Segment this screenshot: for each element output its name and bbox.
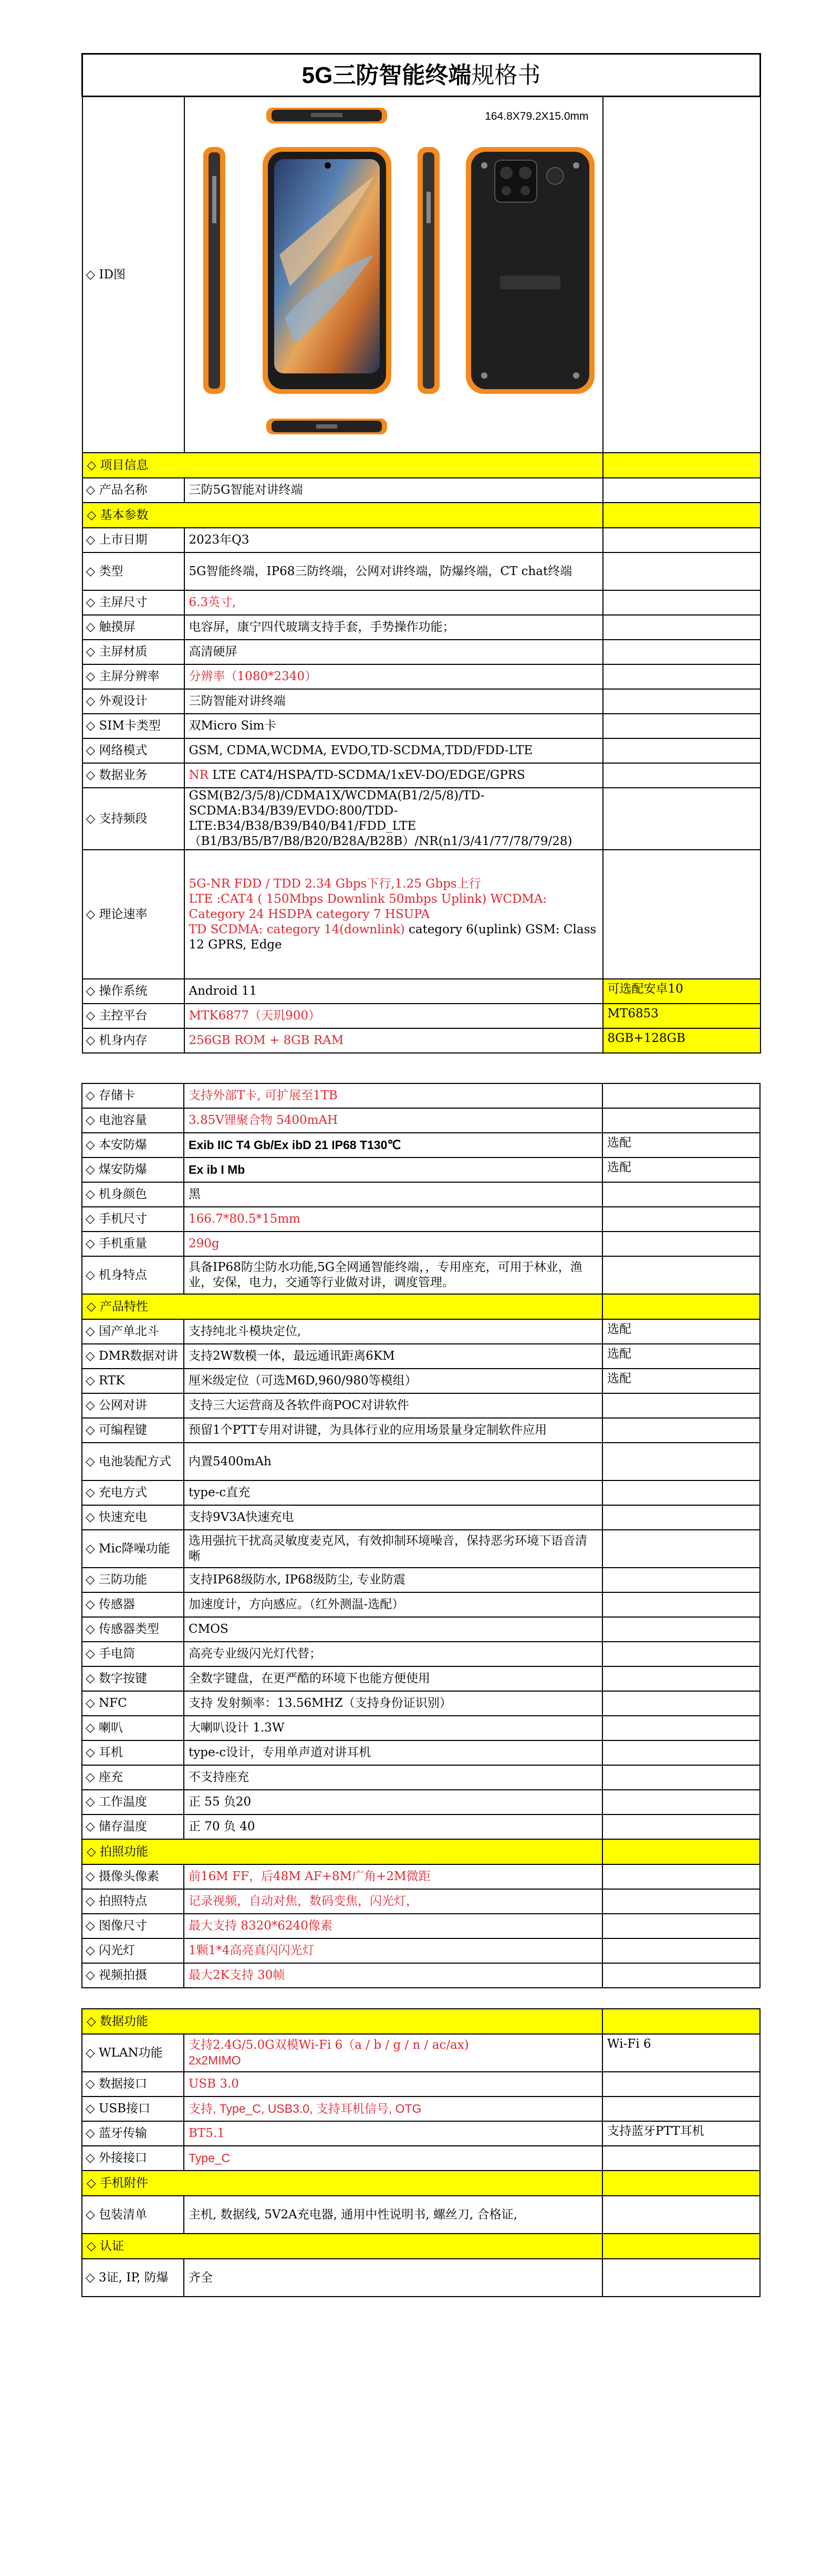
spec-note <box>603 664 761 689</box>
spec-row <box>82 1232 760 1256</box>
section-title: ◇ 基本参数 <box>82 503 603 528</box>
spec-note <box>602 1443 760 1480</box>
spec-row <box>82 1790 760 1814</box>
spec-value: CMOS <box>184 1617 602 1642</box>
spec-value: 三防智能对讲终端 <box>184 689 603 714</box>
spec-note: 选配 <box>602 1369 760 1393</box>
spec-value: 黑 <box>184 1182 602 1207</box>
spec-note <box>603 590 761 615</box>
spec-note <box>602 1914 760 1938</box>
spec-label: ◇ USB接口 <box>82 2097 184 2121</box>
spec-row <box>82 1505 760 1530</box>
spec-note <box>602 1716 760 1740</box>
spec-label: ◇ 数据接口 <box>82 2072 184 2097</box>
spec-value: 高亮专业级闪光灯代替； <box>184 1642 602 1666</box>
section-header-row <box>82 1294 760 1319</box>
spec-row <box>82 2072 760 2097</box>
spec-label: ◇ 触摸屏 <box>82 615 184 640</box>
spec-row <box>82 1914 760 1938</box>
spec-note <box>602 1765 760 1790</box>
spec-note: 可选配安卓10 <box>603 979 761 1004</box>
spec-row <box>82 615 761 640</box>
spec-row <box>82 2097 760 2121</box>
spec-row <box>82 1157 760 1182</box>
spec-row <box>82 1963 760 1988</box>
section-header-row <box>82 2171 760 2196</box>
spec-row <box>82 1889 760 1914</box>
spec-row <box>82 664 761 689</box>
spec-value: 最大支持 8320*6240像素 <box>184 1914 602 1938</box>
spec-row <box>82 1480 760 1505</box>
spec-note <box>602 1691 760 1716</box>
spec-note: 选配 <box>602 1319 760 1344</box>
spec-row <box>82 1740 760 1765</box>
spec-value: 内置5400mAh <box>184 1443 602 1480</box>
section-title: ◇ 数据功能 <box>82 2009 602 2034</box>
spec-row <box>82 1568 760 1592</box>
id-image-cell <box>184 97 603 453</box>
spec-note <box>602 1617 760 1642</box>
spec-note <box>602 1207 760 1232</box>
spec-label: ◇ 机身颜色 <box>82 1182 184 1207</box>
spec-label: ◇ 操作系统 <box>82 979 184 1004</box>
spec-row <box>82 763 761 788</box>
spec-note <box>602 1938 760 1963</box>
spec-label: ◇ 喇叭 <box>82 1716 184 1740</box>
spec-label: ◇ 蓝牙传输 <box>82 2121 184 2146</box>
spec-row <box>82 2121 760 2146</box>
spec-value-line: LTE :CAT4 ( 150Mbps Downlink 50mbps Uplink) WCDMA: Category 24 HSDPA category 7 HSUPA <box>189 892 547 921</box>
spec-note <box>602 2259 760 2297</box>
spec-value: Android 11 <box>184 979 603 1004</box>
spec-row <box>82 1256 760 1294</box>
spec-note <box>602 1963 760 1988</box>
spec-label: ◇ NFC <box>82 1691 184 1716</box>
spec-value: 三防5G智能对讲终端 <box>184 478 603 503</box>
spec-row <box>82 1393 760 1418</box>
spec-label: ◇ 包装清单 <box>82 2196 184 2234</box>
spec-row <box>82 2259 760 2297</box>
section-title: ◇ 项目信息 <box>82 453 603 478</box>
spec-label: ◇ 传感器 <box>82 1592 184 1617</box>
spec-row <box>82 552 761 590</box>
spec-note <box>602 1083 760 1108</box>
spec-label: ◇ 三防功能 <box>82 1568 184 1592</box>
spec-value: 全数字键盘，在更严酷的环境下也能方便使用 <box>184 1666 602 1691</box>
phone-top-view <box>266 108 387 123</box>
spec-label: ◇ 网络模式 <box>82 738 184 763</box>
spec-note <box>602 2146 760 2171</box>
spec-row <box>82 1642 760 1666</box>
spec-label: ◇ 煤安防爆 <box>82 1157 184 1182</box>
spec-note: 8GB+128GB <box>603 1028 761 1053</box>
spec-row <box>82 788 761 850</box>
spec-label: ◇ 快速充电 <box>82 1505 184 1530</box>
spec-note: 选配 <box>602 1344 760 1369</box>
spec-value: 齐全 <box>184 2259 602 2297</box>
spec-value: 支持 发射频率：13.56MHZ（支持身份证识别） <box>184 1691 602 1716</box>
spec-value: 支持三大运营商及各软件商POC对讲软件 <box>184 1393 602 1418</box>
spec-value: 分辨率（1080*2340） <box>184 664 603 689</box>
spec-note <box>602 1740 760 1765</box>
spec-row <box>82 1592 760 1617</box>
spec-label: ◇ 储存温度 <box>82 1814 184 1839</box>
spec-note <box>603 552 761 590</box>
spec-label: ◇ 可编程键 <box>82 1418 184 1443</box>
spec-value: 不支持座充 <box>184 1765 602 1790</box>
spec-label: ◇ 机身内存 <box>82 1028 184 1053</box>
spec-note <box>603 689 761 714</box>
spec-value: 主机, 数据线, 5V2A充电器, 通用中性说明书, 螺丝刀, 合格证, <box>184 2196 602 2234</box>
section-header-row <box>82 2234 760 2259</box>
spec-note <box>603 763 761 788</box>
spec-note <box>602 1790 760 1814</box>
spec-row <box>82 1530 760 1568</box>
spec-note <box>602 1232 760 1256</box>
spec-label: ◇ Mic降噪功能 <box>82 1530 184 1568</box>
spec-note <box>602 1505 760 1530</box>
section-title: ◇ 认证 <box>82 2234 602 2259</box>
spec-table-1 <box>81 53 761 1054</box>
spec-value-line: 2x2MIMO <box>189 2053 241 2067</box>
spec-row <box>82 2196 760 2234</box>
spec-label: ◇ 数据业务 <box>82 763 184 788</box>
spec-label: ◇ WLAN功能 <box>82 2034 184 2072</box>
spec-label: ◇ 电池容量 <box>82 1108 184 1133</box>
spec-value: 6.3英寸, <box>184 590 603 615</box>
spec-label: ◇ 公网对讲 <box>82 1393 184 1418</box>
spec-note <box>602 1393 760 1418</box>
spec-row <box>82 738 761 763</box>
spec-row <box>82 1133 760 1157</box>
page-title: 5G三防智能终端规格书 <box>82 54 761 97</box>
spec-row <box>82 590 761 615</box>
spec-label: ◇ 工作温度 <box>82 1790 184 1814</box>
spec-value <box>184 850 603 979</box>
spec-label: ◇ 类型 <box>82 552 184 590</box>
spec-note <box>602 1642 760 1666</box>
spec-note: 选配 <box>602 1133 760 1157</box>
spec-label: ◇ 传感器类型 <box>82 1617 184 1642</box>
phone-side-view-right <box>418 147 440 394</box>
spec-row <box>82 850 761 979</box>
spec-label: ◇ 充电方式 <box>82 1480 184 1505</box>
id-image-label: ◇ ID图 <box>82 97 184 453</box>
spec-value: 支持2W数模一体，最远通讯距离6KM <box>184 1344 602 1369</box>
spec-value: 290g <box>184 1232 602 1256</box>
spec-row <box>82 478 761 503</box>
spec-row <box>82 2034 760 2072</box>
phone-illustration <box>185 97 603 452</box>
spec-note <box>602 2097 760 2121</box>
phone-render-group <box>185 97 602 452</box>
spec-value <box>184 2034 602 2072</box>
phone-front-view <box>263 147 391 394</box>
spec-row <box>82 1716 760 1740</box>
spec-value: 3.85V锂聚合物 5400mAH <box>184 1108 602 1133</box>
spec-row <box>82 714 761 738</box>
spec-value-line: 5G-NR FDD / TDD 2.34 Gbps下行,1.25 Gbps上行 <box>189 877 481 891</box>
spec-label: ◇ 外接接口 <box>82 2146 184 2171</box>
spec-value: 加速度计，方向感应。（红外测温-选配） <box>184 1592 602 1617</box>
section-title: ◇ 产品特性 <box>82 1294 602 1319</box>
spec-note: MT6853 <box>603 1004 761 1028</box>
spec-note <box>603 788 761 850</box>
spec-row <box>82 689 761 714</box>
spec-row <box>82 1369 760 1393</box>
spec-note <box>602 1480 760 1505</box>
spec-value: MTK6877（天玑900） <box>184 1004 603 1028</box>
spec-value: 正 70 负 40 <box>184 1814 602 1839</box>
spec-value: 记录视频，自动对焦，数码变焦，闪光灯， <box>184 1889 602 1914</box>
spec-note <box>603 640 761 664</box>
spec-note <box>602 1568 760 1592</box>
spec-label: ◇ 主屏材质 <box>82 640 184 664</box>
spec-value: type-c直充 <box>184 1480 602 1505</box>
spec-label: ◇ 外观设计 <box>82 689 184 714</box>
phone-dimensions: 164.8X79.2X15.0mm <box>485 110 589 122</box>
spec-note <box>603 615 761 640</box>
spec-label: ◇ 手机重量 <box>82 1232 184 1256</box>
spec-value: 最大2K支持 30帧 <box>184 1963 602 1988</box>
section-header-row <box>82 503 761 528</box>
spec-note <box>602 2072 760 2097</box>
spec-note: 支持蓝牙PTT耳机 <box>602 2121 760 2146</box>
spec-value: 正 55 负20 <box>184 1790 602 1814</box>
spec-value: 支持外部T卡, 可扩展至1TB <box>184 1083 602 1108</box>
spec-label: ◇ SIM卡类型 <box>82 714 184 738</box>
spec-label: ◇ 手电筒 <box>82 1642 184 1666</box>
spec-row <box>82 1207 760 1232</box>
spec-note: 选配 <box>602 1157 760 1182</box>
spec-sheet <box>81 53 759 2297</box>
spec-note <box>602 1889 760 1914</box>
spec-note <box>602 1864 760 1889</box>
spec-value: 256GB ROM + 8GB RAM <box>184 1028 603 1053</box>
spec-value: NR LTE CAT4/HSPA/TD-SCDMA/1xEV-DO/EDGE/GPRS <box>184 763 603 788</box>
section-header-row <box>82 453 761 478</box>
spec-value: 支持, Type_C, USB3.0, 支持耳机信号, OTG <box>184 2097 602 2121</box>
spec-label: ◇ 主屏分辨率 <box>82 664 184 689</box>
spec-label: ◇ 产品名称 <box>82 478 184 503</box>
spec-row <box>82 1083 760 1108</box>
spec-label: ◇ 拍照特点 <box>82 1889 184 1914</box>
spec-label: ◇ DMR数据对讲 <box>82 1344 184 1369</box>
spec-row <box>82 1108 760 1133</box>
spec-value: GSM, CDMA,WCDMA, EVDO,TD-SCDMA,TDD/FDD-LTE <box>184 738 603 763</box>
spec-value: 支持9V3A快速充电 <box>184 1505 602 1530</box>
spec-value: Exib IIC T4 Gb/Ex ibD 21 IP68 T130℃ <box>184 1133 602 1157</box>
spec-note <box>602 1108 760 1133</box>
spec-value: Ex ib I Mb <box>184 1157 602 1182</box>
spec-label: ◇ 视频拍摄 <box>82 1963 184 1988</box>
spec-value: 双Micro Sim卡 <box>184 714 603 738</box>
spec-label: ◇ 座充 <box>82 1765 184 1790</box>
spec-row <box>82 1182 760 1207</box>
spec-value: 具备IP68防尘防水功能,5G全网通智能终端，，专用座充，可用于林业，渔业，安保，电力，交通等行业做对讲，调度管理。 <box>184 1256 602 1294</box>
spec-row <box>82 1666 760 1691</box>
spec-label: ◇ 机身特点 <box>82 1256 184 1294</box>
spec-label: ◇ 摄像头像素 <box>82 1864 184 1889</box>
spec-note: Wi-Fi 6 <box>602 2034 760 2072</box>
spec-label: ◇ 数字按键 <box>82 1666 184 1691</box>
spec-value: 电容屏，康宁四代玻璃支持手套，手势操作功能； <box>184 615 603 640</box>
spec-value: 1颗1*4高亮真闪闪光灯 <box>184 1938 602 1963</box>
spec-note <box>602 1256 760 1294</box>
spec-label: ◇ 图像尺寸 <box>82 1914 184 1938</box>
spec-value: type-c设计，专用单声道对讲耳机 <box>184 1740 602 1765</box>
spec-value: Type_C <box>184 2146 602 2171</box>
spec-label: ◇ 存储卡 <box>82 1083 184 1108</box>
spec-value: 2023年Q3 <box>184 528 603 552</box>
spec-label: ◇ 闪光灯 <box>82 1938 184 1963</box>
spec-value-line: 支持2.4G/5.0G双模Wi-Fi 6（a / b / g / n / ac/ax) <box>189 2038 469 2052</box>
spec-value-line: TD SCDMA: category 14(downlink) category 6(uplink) GSM: Class 12 GPRS, Edge <box>189 922 597 952</box>
spec-note <box>602 1592 760 1617</box>
spec-row <box>82 1344 760 1369</box>
spec-note <box>603 528 761 552</box>
spec-row <box>82 528 761 552</box>
spec-label: ◇ 主屏尺寸 <box>82 590 184 615</box>
spec-label: ◇ 手机尺寸 <box>82 1207 184 1232</box>
spec-row <box>82 1617 760 1642</box>
spec-label: ◇ 本安防爆 <box>82 1133 184 1157</box>
spec-row <box>82 1765 760 1790</box>
spec-label: ◇ 耳机 <box>82 1740 184 1765</box>
spec-table-3 <box>81 2008 761 2297</box>
spec-value: 前16M FF，后48M AF+8M广角+2M微距 <box>184 1864 602 1889</box>
spec-row <box>82 2146 760 2171</box>
section-title: ◇ 手机附件 <box>82 2171 602 2196</box>
spec-value: 厘米级定位（可选M6D,960/980等模组） <box>184 1369 602 1393</box>
spec-label: ◇ 3证, IP, 防爆 <box>82 2259 184 2297</box>
spec-row <box>82 1864 760 1889</box>
spec-row <box>82 640 761 664</box>
spec-note <box>603 850 761 979</box>
spec-note <box>602 1530 760 1568</box>
spec-value: 选用强抗干扰高灵敏度麦克风，有效抑制环境噪音，保持恶劣环境下语音清晰 <box>184 1530 602 1568</box>
spec-value: 5G智能终端，IP68三防终端，公网对讲终端，防爆终端，CT chat终端 <box>184 552 603 590</box>
spec-value: USB 3.0 <box>184 2072 602 2097</box>
spec-note <box>603 478 761 503</box>
spec-row <box>82 1319 760 1344</box>
spec-note <box>602 1182 760 1207</box>
spec-value: 预留1个PTT专用对讲键，为具体行业的应用场景量身定制软件应用 <box>184 1418 602 1443</box>
spec-value: BT5.1 <box>184 2121 602 2146</box>
spec-label: ◇ 电池装配方式 <box>82 1443 184 1480</box>
spec-label: ◇ RTK <box>82 1369 184 1393</box>
spec-value: 支持IP68级防水, IP68级防尘, 专业防震 <box>184 1568 602 1592</box>
spec-value: GSM(B2/3/5/8)/CDMA1X/WCDMA(B1/2/5/8)/TD-SCDMA:B34/B39/EVDO:800/TDD-LTE:B34/B38/B39/B40/B41/FDD_LTE（B1/B3/B5/B7/B8/B20/B28A/B28B）/NR(n1/3/41/77/78/79/28) <box>184 788 603 850</box>
spec-row <box>82 1691 760 1716</box>
spec-row <box>82 1418 760 1443</box>
spec-value: 166.7*80.5*15mm <box>184 1207 602 1232</box>
spec-note <box>602 2196 760 2234</box>
spec-note <box>602 1666 760 1691</box>
spec-note <box>603 714 761 738</box>
spec-row <box>82 1443 760 1480</box>
section-header-row <box>82 1839 760 1864</box>
spec-table-2 <box>81 1083 761 1988</box>
spec-note <box>602 1814 760 1839</box>
spec-row <box>82 979 761 1004</box>
spec-note <box>603 738 761 763</box>
phone-bottom-view <box>266 419 387 434</box>
spec-value: 高清硬屏 <box>184 640 603 664</box>
phone-back-view <box>466 147 595 394</box>
spec-value: 支持纯北斗模块定位, <box>184 1319 602 1344</box>
spec-label: ◇ 上市日期 <box>82 528 184 552</box>
spec-label: ◇ 国产单北斗 <box>82 1319 184 1344</box>
spec-label: ◇ 支持频段 <box>82 788 184 850</box>
spec-row <box>82 1004 761 1028</box>
spec-row <box>82 1028 761 1053</box>
spec-row <box>82 1814 760 1839</box>
phone-side-view-left <box>203 147 225 394</box>
spec-row <box>82 1938 760 1963</box>
spec-label: ◇ 理论速率 <box>82 850 184 979</box>
spec-value: 大喇叭设计 1.3W <box>184 1716 602 1740</box>
spec-label: ◇ 主控平台 <box>82 1004 184 1028</box>
section-title: ◇ 拍照功能 <box>82 1839 602 1864</box>
section-header-row <box>82 2009 760 2034</box>
spec-note <box>602 1418 760 1443</box>
